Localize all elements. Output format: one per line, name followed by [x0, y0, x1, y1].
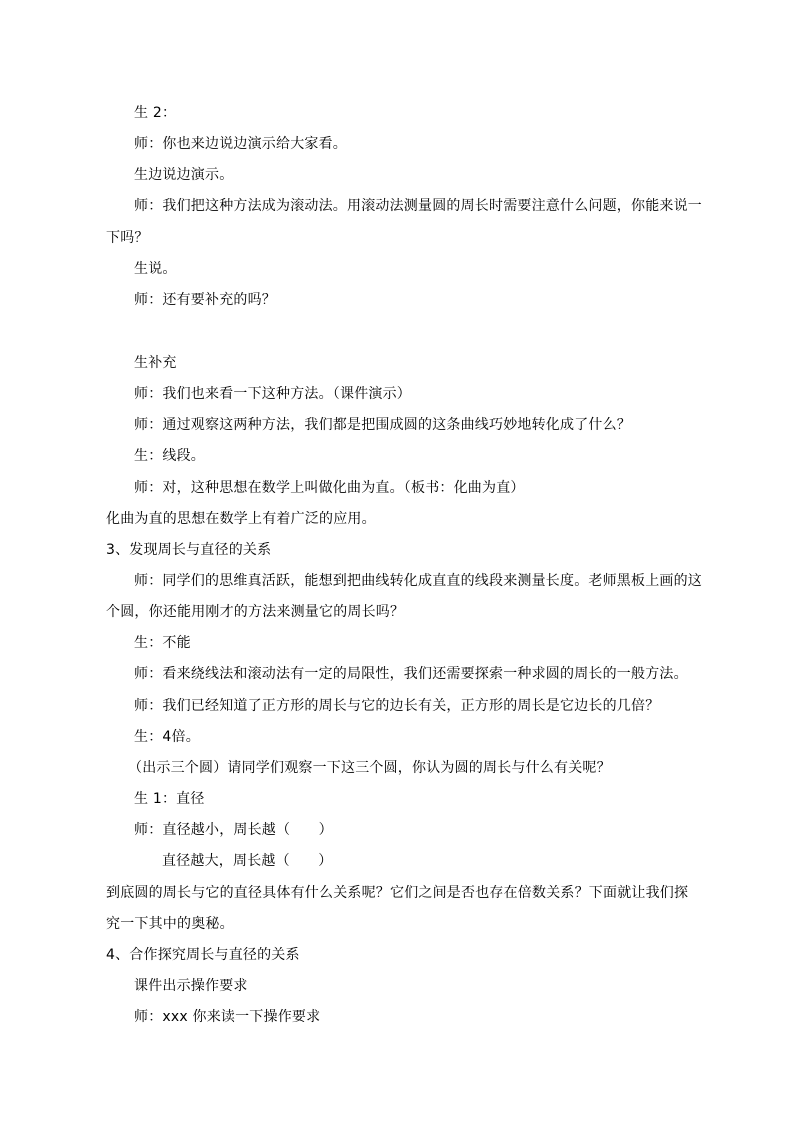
text-line: 师：我们也来看一下这种方法。（课件演示）: [134, 386, 411, 402]
text-line: 师：同学们的思维真活跃，能想到把曲线转化成直直的线段来测量长度。老师黑板上画的这: [134, 573, 702, 589]
text-line: 生补充: [134, 355, 177, 371]
text-line: 生说。: [134, 261, 177, 277]
text-line: 生 2：: [134, 105, 177, 121]
text-line: 师：xxx 你来读一下操作要求: [134, 1009, 321, 1025]
text-line: 师：通过观察这两种方法，我们都是把围成圆的这条曲线巧妙地转化成了什么？: [134, 417, 631, 433]
text-line: 师：我们把这种方法成为滚动法。用滚动法测量圆的周长时需要注意什么问题，你能来说一: [134, 198, 702, 214]
text-line: 到底圆的周长与它的直径具体有什么关系呢？它们之间是否也存在倍数关系？下面就让我们探: [106, 885, 689, 901]
text-line: 师：你也来边说边演示给大家看。: [134, 136, 347, 152]
text-line: 课件出示操作要求: [134, 978, 248, 994]
section-heading: 4、合作探究周长与直径的关系: [106, 947, 300, 963]
text-line: 生：不能: [134, 635, 191, 651]
text-line: 究一下其中的奥秘。: [106, 916, 234, 932]
text-line: 直径越大，周长越（ ）: [162, 853, 333, 869]
text-line: 师：我们已经知道了正方形的周长与它的边长有关，正方形的周长是它边长的几倍？: [134, 698, 660, 714]
text-line: 化曲为直的思想在数学上有着广泛的应用。: [106, 511, 376, 527]
text-line: 师：看来绕线法和滚动法有一定的局限性，我们还需要探索一种求圆的周长的一般方法。: [134, 666, 688, 682]
text-line: 生 1：直径: [134, 791, 205, 807]
text-line: 生：4倍。: [134, 729, 200, 745]
text-line: 师：对，这种思想在数学上叫做化曲为直。（板书：化曲为直）: [134, 480, 525, 496]
text-line: 下吗？: [106, 230, 149, 246]
text-line: 生边说边演示。: [134, 167, 234, 183]
text-line: 个圆，你还能用刚才的方法来测量它的周长吗？: [106, 604, 405, 620]
text-line: 师：还有要补充的吗？: [134, 292, 276, 308]
text-line: 师：直径越小，周长越（ ）: [134, 822, 333, 838]
text-line: （出示三个圆）请同学们观察一下这三个圆，你认为圆的周长与什么有关呢？: [128, 760, 611, 776]
text-line: 生：线段。: [134, 448, 205, 464]
section-heading: 3、发现周长与直径的关系: [106, 542, 272, 558]
